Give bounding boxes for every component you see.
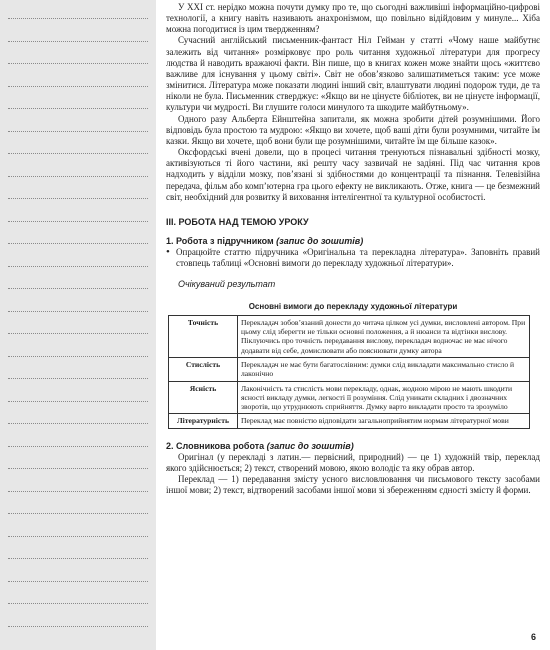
note-line <box>8 558 148 559</box>
note-line <box>8 603 148 604</box>
requirements-table <box>168 315 530 429</box>
expected-result-label: Очікуваний результат <box>178 279 276 290</box>
note-line <box>8 311 148 312</box>
row-value: Переклад має повністю відповідати загальноприйнятим нормам літературної мови <box>238 414 530 428</box>
note-line <box>8 243 148 244</box>
paragraph-oxford: Оксфордські вчені довели, що в процесі читання тренуються пізнавальні здібності мозку, активізуються ті його частини, які решту часу зазвичай не задіяні. Під час читання кров надходить у відділи мозку, пов’язані зі здібностями до концентрації та пізнання. Телевізійна передача, фільм або комп’ютерна гра цього ефекту не викликають. Отже, книга — це безмежний світ, необхідний для розвитку й виховання інтелігентної та культурної особистості. <box>166 147 540 202</box>
note-line <box>8 401 148 402</box>
note-line <box>8 266 148 267</box>
row-value: Перекладач зобов’язаний донести до читача цілком усі думки, висловлені автором. При цьому слід зберегти не тільки основні положення, а й нюанси та відтінки вислову. Піклуючись про точність передавання вислову, перекладач водночас не має нічого додавати від себе, домислювати або пояснювати думку автора <box>238 315 530 357</box>
paragraph-gaiman: Сучасний англійський письменник-фантаст Ніл Гейман у статті «Чому наше майбутнє залежить від читання» розмірковує про роль читання художньої літератури для прогресу людства й наводить вражаючі факти. Він пише, що в книгах кожен може знайти щось «життєво важливе для існування у цьому світі». Світ не обов’язково залишатиметься таким: усе може змінитися. Література може показати людині інший світ, влаштувати людині подорож туди, де та ніколи не була. Письменник стверджує: «Якщо ви не цінуєте бібліотек, ви не цінуєте інформації, культури чи мудрості. Ви глушите голоси минулого та шкодите майбутньому». <box>166 35 540 113</box>
row-key: Стислість <box>169 357 238 381</box>
note-line <box>8 288 148 289</box>
table-caption: Основні вимоги до перекладу художньої літератури <box>248 301 458 311</box>
note-line <box>8 198 148 199</box>
note-line <box>8 63 148 64</box>
note-line <box>8 468 148 469</box>
note-line <box>8 176 148 177</box>
row-value: Лаконічність та стислість мови перекладу, однак, жодною мірою не мають шкодити ясності викладу думки, легкості її розуміння. Слід уникати складних і двозначних зворотів, що утруднюють сприйняття. Думку варто викладати просто та зрозуміло <box>238 381 530 414</box>
note-line <box>8 491 148 492</box>
subsection-1-heading <box>166 236 540 247</box>
subsection-2-heading <box>166 441 540 452</box>
subsection-1-note: (запис до зошитів) <box>276 235 364 246</box>
note-line <box>8 333 148 334</box>
note-line <box>8 378 148 379</box>
note-line <box>8 446 148 447</box>
page-number: 6 <box>530 632 536 642</box>
task-item <box>166 247 540 269</box>
note-line <box>8 221 148 222</box>
row-value: Перекладач не має бути багатослівним: думки слід викладати максимально стисло й лаконічно <box>238 357 530 381</box>
note-line <box>8 581 148 582</box>
definition-original: Оригінал (у перекладі з латин.— первісний, природний) — це 1) художній твір, переклад якого здійснюється; 2) текст, створений мовою, якою володіє та яку обрав автор. <box>166 451 540 474</box>
note-line <box>8 41 148 42</box>
subsection-2-title: 2. Словникова робота <box>166 440 265 451</box>
note-line <box>8 18 148 19</box>
subsection-2-note: (запис до зошитів) <box>266 440 354 451</box>
bullet-icon: • <box>166 246 170 259</box>
section-3-heading: ІІІ. РОБОТА НАД ТЕМОЮ УРОКУ <box>166 216 309 227</box>
note-line <box>8 108 148 109</box>
note-line <box>8 536 148 537</box>
table-row <box>169 357 530 381</box>
table-row <box>169 315 530 357</box>
note-line <box>8 356 148 357</box>
note-line <box>8 86 148 87</box>
task-text: Опрацюйте статтю підручника «Оригінальна та перекладна література». Заповніть правий стовпець таблиці «Основні вимоги до перекладу художньої літератури». <box>176 247 540 269</box>
row-key: Точність <box>169 315 238 357</box>
table-row <box>169 381 530 414</box>
paragraph-intro: У XXI ст. нерідко можна почути думку про те, що сьогодні важливіші інформаційно-цифрові технології, а книгу навіть називають анахронізмом, що повільно відійдовим у минуле... Хіба можна погодитися із цим твердженням? <box>166 2 540 35</box>
page-content <box>166 2 540 497</box>
note-line <box>8 513 148 514</box>
table-row <box>169 414 530 428</box>
paragraph-einstein: Одного разу Альберта Ейнштейна запитали, як можна зробити дітей розумнішими. Його відповідь була простою та мудрою: «Якщо ви хочете, щоб ваші діти були розумними, читайте їм казки. Якщо ви хочете, щоб вони були ще розумнішими, читайте їм ще більше казок». <box>166 113 540 146</box>
note-line <box>8 423 148 424</box>
note-line <box>8 153 148 154</box>
subsection-1-title: 1. Робота з підручником <box>166 235 274 246</box>
row-key: Літературність <box>169 414 238 428</box>
note-line <box>8 626 148 627</box>
definition-translation: Переклад — 1) передавання змісту усного висловлювання чи письмового тексту засобами іншої мови; 2) текст, відтворений засобами іншої мови зі збереженням єдності змісту й форми. <box>166 474 540 496</box>
row-key: Ясність <box>169 381 238 414</box>
note-line <box>8 131 148 132</box>
notes-margin <box>0 0 156 650</box>
